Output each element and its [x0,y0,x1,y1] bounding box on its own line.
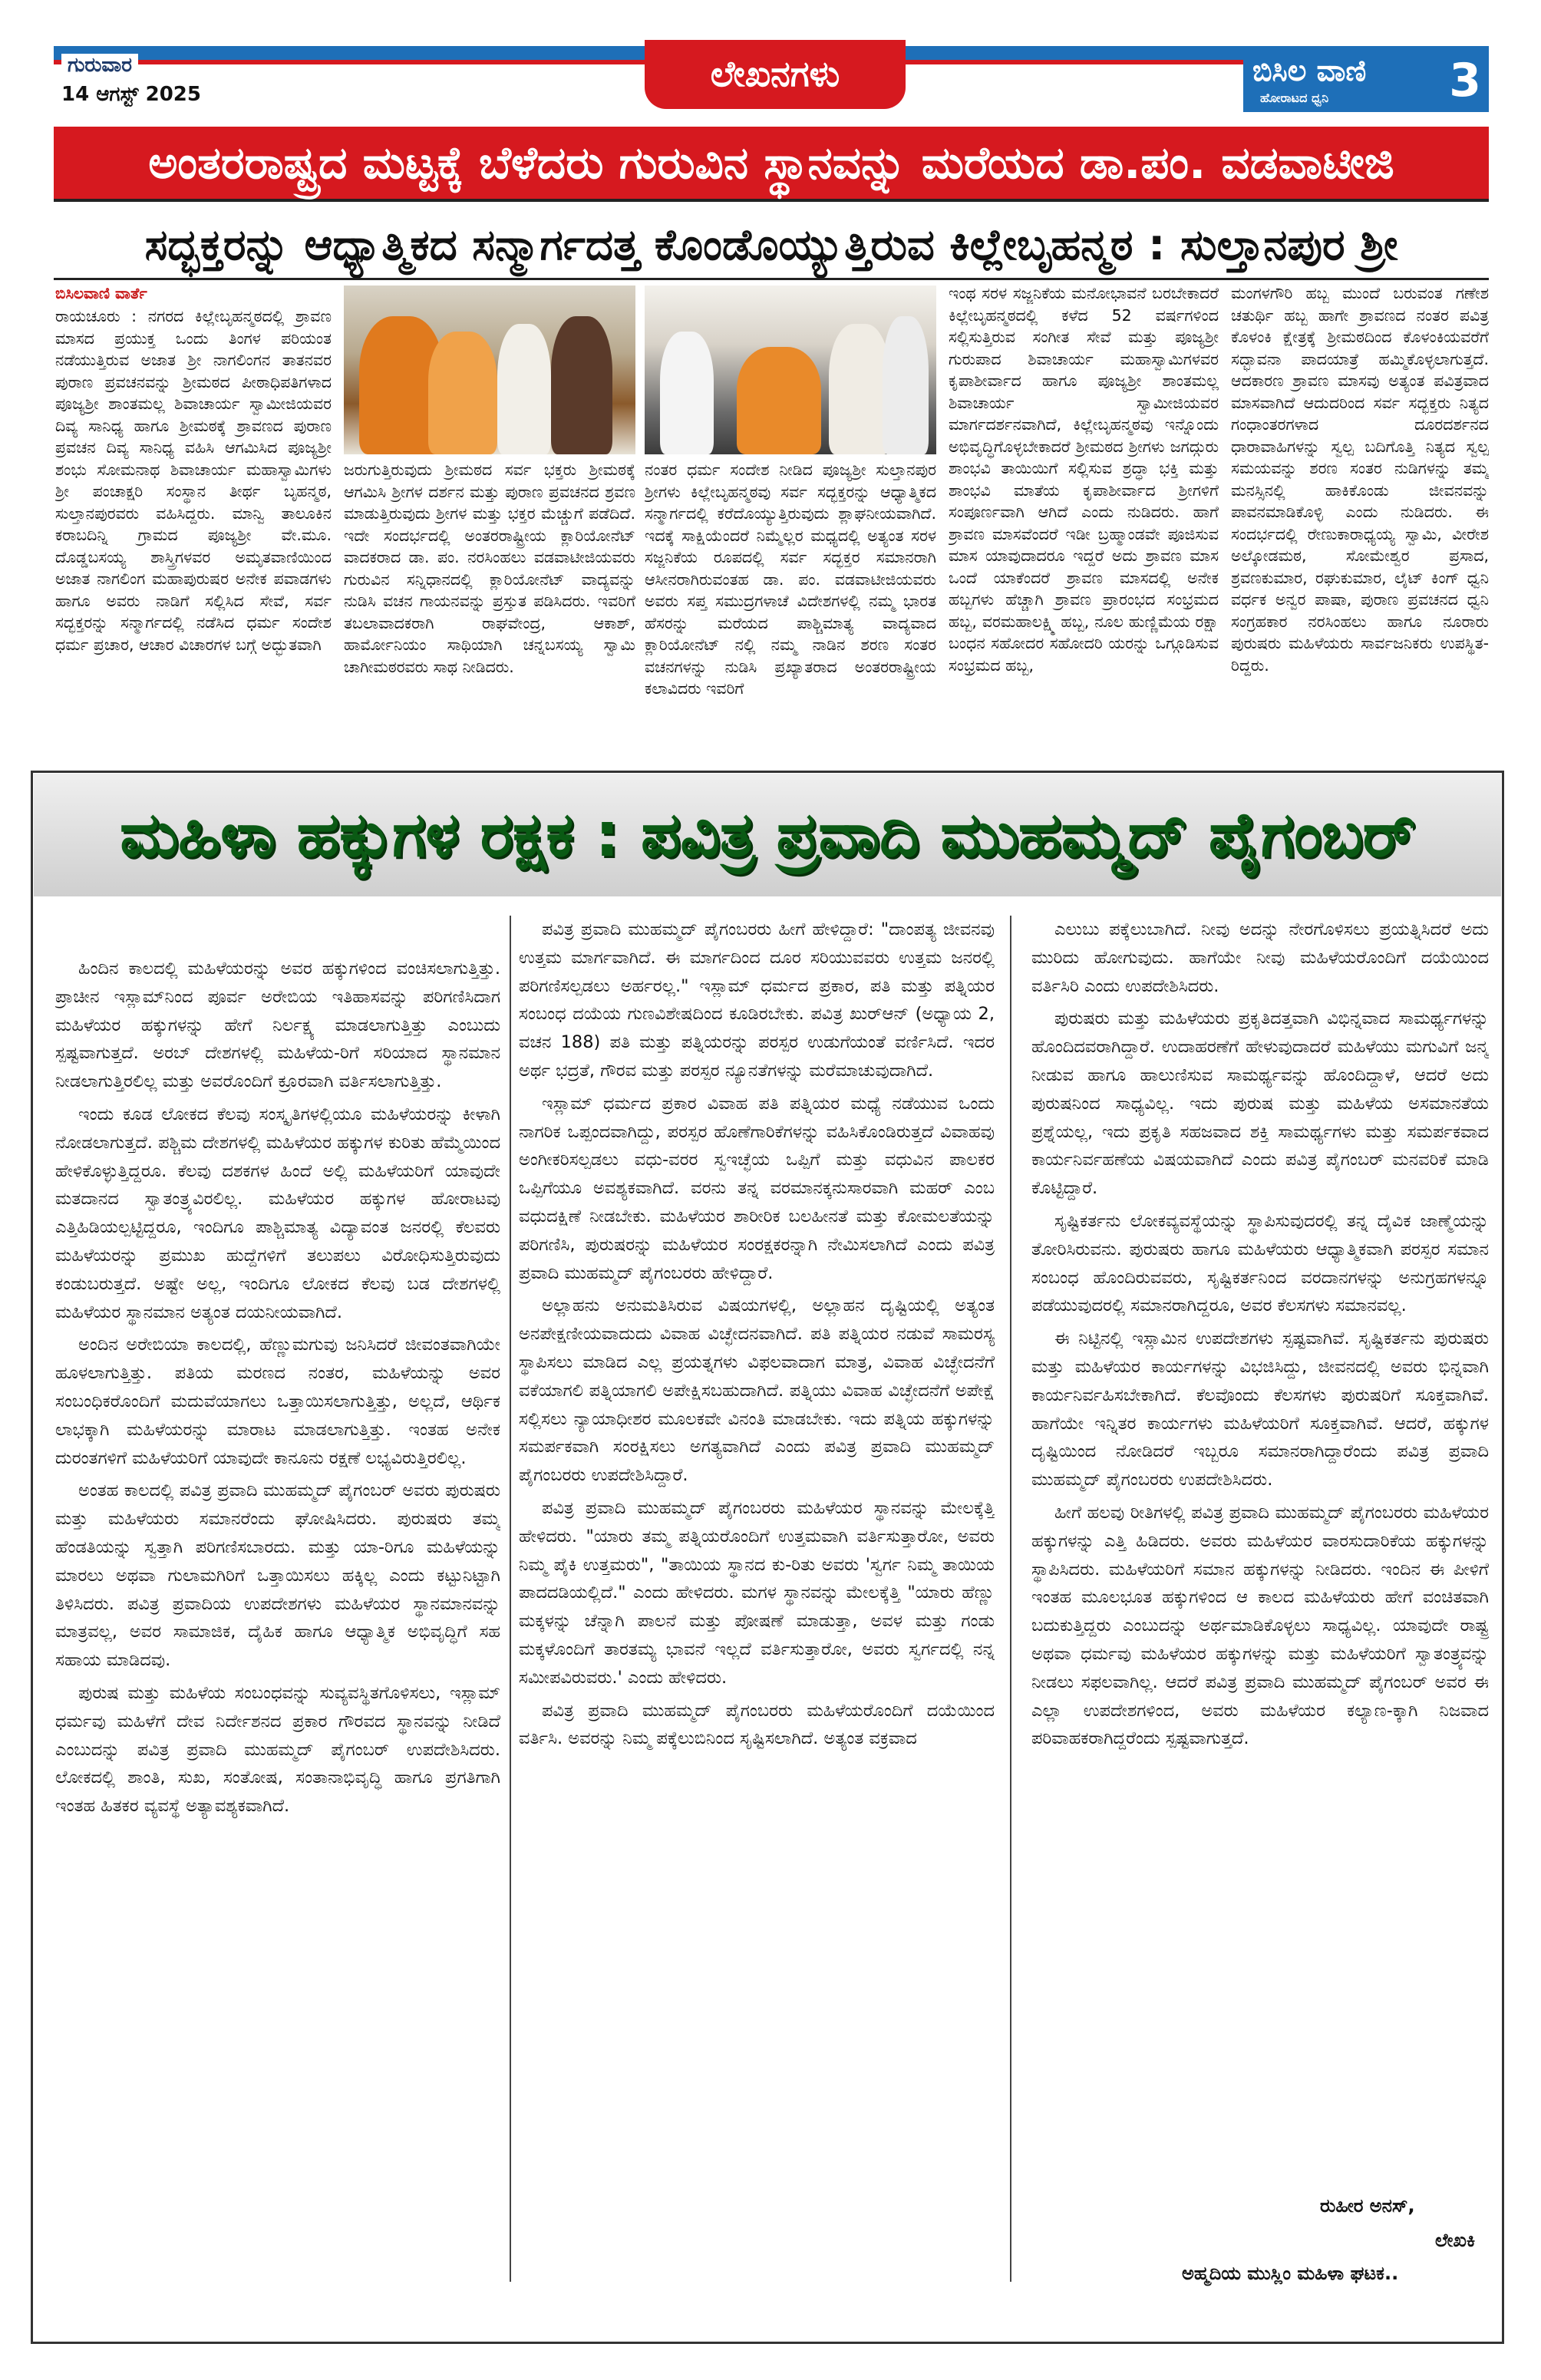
paragraph: ಪವಿತ್ರ ಪ್ರವಾದಿ ಮುಹಮ್ಮದ್ ಪೈಗಂಬರರು ಮಹಿಳೆಯರ ಸ್ಥಾನವನ್ನು ಮೇಲಕ್ಕೆತ್ತಿ ಹೇಳಿದರು. "ಯಾರು ತಮ್ಮ ಪತ್ನಿಯರೊಂದಿಗೆ ಉತ್ತಮವಾಗಿ ವರ್ತಿಸುತ್ತಾರೋ, ಅವರು ನಿಮ್ಮ ಪೈಕಿ ಉತ್ತಮರು", "ತಾಯಿಯ ಸ್ಥಾನದ ಕು-ರಿತು ಅವರು 'ಸ್ವರ್ಗ ನಿಮ್ಮ ತಾಯಿಯ ಪಾದದಡಿಯಲ್ಲಿದೆ." ಎಂದು ಹೇಳಿದರು. ಮಗಳ ಸ್ಥಾನವನ್ನು ಮೇಲಕ್ಕೆತ್ತಿ "ಯಾರು ಹೆಣ್ಣು ಮಕ್ಕಳನ್ನು ಚೆನ್ನಾಗಿ ಪಾಲನೆ ಮತ್ತು ಪೋಷಣೆ ಮಾಡುತ್ತಾ, ಅವಳ ಮತ್ತು ಗಂಡು ಮಕ್ಕಳೊಂದಿಗೆ ತಾರತಮ್ಯ ಭಾವನೆ ಇಲ್ಲದೆ ವರ್ತಿಸುತ್ತಾರೋ, ಅವರು ಸ್ವರ್ಗದಲ್ಲಿ ನನ್ನ ಸಮೀಪವಿರುವರು.' ಎಂದು ಹೇಳಿದರು. [519,1497,995,1688]
author-organisation: ಅಹ್ಮದಿಯ ಮುಸ್ಲಿಂ ಮಹಿಳಾ ಘಟಕ.. [1182,2263,1399,2284]
column-rule [1010,916,1011,2282]
paragraph: ಇಂದು ಕೂಡ ಲೋಕದ ಕೆಲವು ಸಂಸ್ಕೃತಿಗಳಲ್ಲಿಯೂ ಮಹಿಳೆಯರನ್ನು ಕೀಳಾಗಿ ನೋಡಲಾಗುತ್ತದೆ. ಪಶ್ಚಿಮ ದೇಶಗಳಲ್ಲಿ ಮಹಿಳೆಯರ ಹಕ್ಕುಗಳ ಕುರಿತು ಹೆಮ್ಮೆಯಿಂದ ಹೇಳಿಕೊಳ್ಳುತ್ತಿದ್ದರೂ. ಕೆಲವು ದಶಕಗಳ ಹಿಂದೆ ಅಲ್ಲಿ ಮಹಿಳೆಯರಿಗೆ ಯಾವುದೇ ಮತದಾನದ ಸ್ವಾತಂತ್ರ್ಯವಿರಲಿಲ್ಲ. ಮಹಿಳೆಯರ ಹಕ್ಕುಗಳ ಹೋರಾಟವು ಎತ್ತಿಹಿಡಿಯಲ್ಪಟ್ಟಿದ್ದರೂ, ಇಂದಿಗೂ ಪಾಶ್ಚಿಮಾತ್ಯ ವಿದ್ಯಾವಂತ ಜನರಲ್ಲಿ ಕೆಲವರು ಮಹಿಳೆಯರನ್ನು ಪ್ರಮುಖ ಹುದ್ದೆಗಳಿಗೆ ತಲುಪಲು ವಿರೋಧಿಸುತ್ತಿರುವುದು ಕಂಡುಬರುತ್ತದೆ. ಅಷ್ಟೇ ಅಲ್ಲ, ಇಂದಿಗೂ ಲೋಕದ ಕೆಲವು ಬಡ ದೇಶಗಳಲ್ಲಿ ಮಹಿಳೆಯರ ಸ್ಥಾನಮಾನ ಅತ್ಯಂತ ದಯನೀಯವಾಗಿದೆ. [55,1104,500,1322]
article-column [519,916,995,2282]
paragraph: ಹೀಗೆ ಹಲವು ರೀತಿಗಳಲ್ಲಿ ಪವಿತ್ರ ಪ್ರವಾದಿ ಮುಹಮ್ಮದ್ ಪೈಗಂಬರರು ಮಹಿಳೆಯರ ಹಕ್ಕುಗಳನ್ನು ಎತ್ತಿ ಹಿಡಿದರು. ಅವರು ಮಹಿಳೆಯರ ವಾರಸುದಾರಿಕೆಯ ಹಕ್ಕುಗಳನ್ನು ಸ್ಥಾಪಿಸಿದರು. ಮಹಿಳೆಯರಿಗೆ ಸಮಾನ ಹಕ್ಕುಗಳನ್ನು ನೀಡಿದರು. ಇಂದಿನ ಈ ಪೀಳಿಗೆ ಇಂತಹ ಮೂಲಭೂತ ಹಕ್ಕುಗಳಿಂದ ಆ ಕಾಲದ ಮಹಿಳೆಯರು ಹೇಗೆ ವಂಚಿತವಾಗಿ ಬದುಕುತ್ತಿದ್ದರು ಎಂಬುದನ್ನು ಅರ್ಥಮಾಡಿಕೊಳ್ಳಲು ಸಾಧ್ಯವಿಲ್ಲ. ಯಾವುದೇ ರಾಷ್ಟ್ರ ಅಥವಾ ಧರ್ಮವು ಮಹಿಳೆಯರ ಹಕ್ಕುಗಳನ್ನು ಮತ್ತು ಮಹಿಳೆಯರಿಗೆ ಸ್ವಾತಂತ್ರ್ಯವನ್ನು ನೀಡಲು ಸಫಲವಾಗಿಲ್ಲ. ಆದರೆ ಪವಿತ್ರ ಪ್ರವಾದಿ ಮುಹಮ್ಮದ್ ಪೈಗಂಬರ್ ಅವರ ಈ ಎಲ್ಲಾ ಉಪದೇಶಗಳಿಂದ, ಅವರು ಮಹಿಳೆಯರ ಕಲ್ಯಾಣ-ಕ್ಕಾಗಿ ನಿಜವಾದ ಪರಿವಾಹಕರಾಗಿದ್ದರೆಂದು ಸ್ಪಷ್ಟವಾಗುತ್ತದೆ. [1031,1502,1489,1749]
article-column: ಇಂಥ ಸರಳ ಸಜ್ಜನಿಕೆಯ ಮನೋಭಾವನೆ ಬರಬೇಕಾದರೆ ಕಿಲ್ಲೇಬೃಹನ್ಮಠದಲ್ಲಿ ಕಳೆದ 52 ವರ್ಷಗಳಿಂದ ಸಲ್ಲಿಸುತ್ತಿರುವ ಸಂಗೀತ ಸೇವೆ ಮತ್ತು ಪೂಜ್ಯಶ್ರೀ ಗುರುಪಾದ ಶಿವಾಚಾರ್ಯ ಮಹಾಸ್ವಾಮಿಗಳವರ ಕೃಪಾಶೀರ್ವಾದ ಹಾಗೂ ಪೂಜ್ಯಶ್ರೀ ಶಾಂತಮಲ್ಲ ಶಿವಾಚಾರ್ಯ ಸ್ವಾಮೀಜಿಯವರ ಮಾರ್ಗದರ್ಶನವಾಗಿದೆ, ಕಿಲ್ಲೇಬೃಹನ್ಮಠವು ಇನ್ನೊಂದು ಅಭಿವೃದ್ಧಿಗೊಳ್ಳಬೇಕಾದರೆ ಶ್ರೀಮಠದ ಶ್ರೀಗಳು ಜಗದ್ಗುರು ಶಾಂಭವಿ ತಾಯಿಯಿಗೆ ಸಲ್ಲಿಸುವ ಶ್ರದ್ಧಾ ಭಕ್ತಿ ಮತ್ತು ಶಾಂಭವಿ ಮಾತೆಯ ಕೃಪಾಶೀರ್ವಾದ ಶ್ರೀಗಳಿಗೆ ಸಂಪೂರ್ಣವಾಗಿ ಆಗಿದೆ ಎಂದು ನುಡಿದರು. ಹಾಗೆ ಶ್ರಾವಣ ಮಾಸವೆಂದರೆ ಇಡೀ ಬ್ರಹ್ಮಾಂಡವೇ ಪೂಜಿಸುವ ಮಾಸ ಯಾವುದಾದರೂ ಇದ್ದರೆ ಅದು ಶ್ರಾವಣ ಮಾಸ ಒಂದೆ ಯಾಕೆಂದರೆ ಶ್ರಾವಣ ಮಾಸದಲ್ಲಿ ಅನೇಕ ಹಬ್ಬಗಳು ಹೆಚ್ಚಾಗಿ ಶ್ರಾವಣ ಪ್ರಾರಂಭದ ಸಂಭ್ರಮದ ಹಬ್ಬ, ವರಮಹಾಲಕ್ಷ್ಮಿ ಹಬ್ಬ, ನೂಲ ಹುಣ್ಣಿಮೆಯ ರಕ್ಷಾ ಬಂಧನ ಸಹೋದರ ಸಹೋದರಿ ಯರನ್ನು ಒಗ್ಗೂಡಿಸುವ ಸಂಭ್ರಮದ ಹಬ್ಬ, [949,284,1219,675]
brand-name: ಬಿಸಿಲ ವಾಣಿ [1252,54,1367,87]
article-column [1031,916,1489,2174]
paragraph: ಅಲ್ಲಾಹನು ಅನುಮತಿಸಿರುವ ವಿಷಯಗಳಲ್ಲಿ, ಅಲ್ಲಾಹನ ದೃಷ್ಟಿಯಲ್ಲಿ ಅತ್ಯಂತ ಅನಪೇಕ್ಷಣೀಯವಾದುದು ವಿವಾಹ ವಿಚ್ಛೇದನವಾಗಿದೆ. ಪತಿ ಪತ್ನಿಯರ ನಡುವೆ ಸಾಮರಸ್ಯ ಸ್ಥಾಪಿಸಲು ಮಾಡಿದ ಎಲ್ಲ ಪ್ರಯತ್ನಗಳು ವಿಫಲವಾದಾಗ ಮಾತ್ರ, ವಿವಾಹ ವಿಚ್ಛೇದನೆಗೆ ವಕೆಯಾಗಲಿ ಪತ್ನಿಯಾಗಲಿ ಅಪೇಕ್ಷಿಸಬಹುದಾಗಿದೆ. ಪತ್ನಿಯು ವಿವಾಹ ವಿಚ್ಛೇದನೆಗೆ ಅಪೇಕ್ಷೆ ಸಲ್ಲಿಸಲು ನ್ಯಾಯಾಧೀಶರ ಮೂಲಕವೇ ವಿನಂತಿ ಮಾಡಬೇಕು. ಇದು ಪತ್ನಿಯ ಹಕ್ಕುಗಳನ್ನು ಸಮರ್ಪಕವಾಗಿ ಸಂರಕ್ಷಿಸಲು ಅಗತ್ಯವಾಗಿದೆ ಎಂದು ಪವಿತ್ರ ಪ್ರವಾದಿ ಮುಹಮ್ಮದ್ ಪೈಗಂಬರರು ಉಪದೇಶಿಸಿದ್ದಾರೆ. [519,1296,995,1486]
article-column [55,955,500,2275]
paragraph: ಪುರುಷ ಮತ್ತು ಮಹಿಳೆಯ ಸಂಬಂಧವನ್ನು ಸುವ್ಯವಸ್ಥಿತಗೊಳಿಸಲು, ಇಸ್ಲಾಮ್ ಧರ್ಮವು ಮಹಿಳೆಗೆ ದೇವ ನಿರ್ದೇಶನದ ಪ್ರಕಾರ ಗೌರವದ ಸ್ಥಾನವನ್ನು ನೀಡಿದೆ ಎಂಬುದನ್ನು ಪವಿತ್ರ ಪ್ರವಾದಿ ಮುಹಮ್ಮದ್ ಪೈಗಂಬರ್ ಉಪದೇಶಿಸಿದರು. ಲೋಕದಲ್ಲಿ ಶಾಂತಿ, ಸುಖ, ಸಂತೋಷ, ಸಂತಾನಾಭಿವೃದ್ಧಿ ಹಾಗೂ ಪ್ರಗತಿಗಾಗಿ ಇಂತಹ ಹಿತಕರ ವ್ಯವಸ್ಥೆ ಅತ್ಯಾವಶ್ಯಕವಾಗಿದೆ. [55,1682,500,1817]
issue-date: 14 ಆಗಸ್ಟ್ 2025 [61,83,201,106]
paragraph: ಪವಿತ್ರ ಪ್ರವಾದಿ ಮುಹಮ್ಮದ್ ಪೈಗಂಬರರು ಮಹಿಳೆಯರೊಂದಿಗೆ ದಯೆಯಿಂದ ವರ್ತಿಸಿ. ಅವರನ್ನು ನಿಮ್ಮ ಪಕ್ಕೆಲುಬಿನಿಂದ ಸೃಷ್ಟಿಸಲಾಗಿದೆ. ಅತ್ಯಂತ ವಕ್ರವಾದ [519,1700,995,1749]
byline: ಬಿಸಿಲವಾಣಿ ವಾರ್ತೆ [55,284,147,302]
paragraph: ಅಂತಹ ಕಾಲದಲ್ಲಿ ಪವಿತ್ರ ಪ್ರವಾದಿ ಮುಹಮ್ಮದ್ ಪೈಗಂಬರ್ ಅವರು ಪುರುಷರು ಮತ್ತು ಮಹಿಳೆಯರು ಸಮಾನರೆಂದು ಘೋಷಿಸಿದರು. ಪುರುಷರು ತಮ್ಮ ಹೆಂಡತಿಯನ್ನು ಸ್ವತ್ತಾಗಿ ಪರಿಗಣಿಸಬಾರದು. ಮತ್ತು ಯಾ-ರಿಗೂ ಮಹಿಳೆಯನ್ನು ಮಾರಲು ಅಥವಾ ಗುಲಾಮಗಿರಿಗೆ ಒತ್ತಾಯಿಸಲು ಹಕ್ಕಿಲ್ಲ ಎಂದು ಕಟ್ಟುನಿಟ್ಟಾಗಿ ತಿಳಿಸಿದರು. ಪವಿತ್ರ ಪ್ರವಾದಿಯ ಉಪದೇಶಗಳು ಮಹಿಳೆಯರ ಸ್ಥಾನಮಾನವನ್ನು ಮಾತ್ರವಲ್ಲ, ಅವರ ಸಾಮಾಜಿಕ, ದೈಹಿಕ ಹಾಗೂ ಆಧ್ಯಾತ್ಮಿಕ ಅಭಿವೃದ್ಧಿಗೆ ಸಹ ಸಹಾಯ ಮಾಡಿದವು. [55,1480,500,1671]
paragraph: ಈ ನಿಟ್ಟಿನಲ್ಲಿ ಇಸ್ಲಾಮಿನ ಉಪದೇಶಗಳು ಸ್ಪಷ್ಟವಾಗಿವೆ. ಸೃಷ್ಟಿಕರ್ತನು ಪುರುಷರು ಮತ್ತು ಮಹಿಳೆಯರ ಕಾರ್ಯಗಳನ್ನು ವಿಭಜಿಸಿದ್ದು, ಜೀವನದಲ್ಲಿ ಅವರು ಭಿನ್ನವಾಗಿ ಕಾರ್ಯನಿರ್ವಹಿಸಬೇಕಾಗಿದೆ. ಕೆಲವೊಂದು ಕೆಲಸಗಳು ಪುರುಷರಿಗೆ ಸೂಕ್ತವಾಗಿವೆ. ಹಾಗೆಯೇ ಇನ್ನಿತರ ಕಾರ್ಯಗಳು ಮಹಿಳೆಯರಿಗೆ ಸೂಕ್ತವಾಗಿವೆ. ಆದರೆ, ಹಕ್ಕುಗಳ ದೃಷ್ಟಿಯಿಂದ ನೋಡಿದರೆ ಇಬ್ಬರೂ ಸಮಾನರಾಗಿದ್ದಾರೆಂದು ಪವಿತ್ರ ಪ್ರವಾದಿ ಮುಹಮ್ಮದ್ ಪೈಗಂಬರರು ಉಪದೇಶಿಸಿದರು. [1031,1329,1489,1490]
paragraph: ಹಿಂದಿನ ಕಾಲದಲ್ಲಿ ಮಹಿಳೆಯರನ್ನು ಅವರ ಹಕ್ಕುಗಳಿಂದ ವಂಚಿಸಲಾಗುತ್ತಿತ್ತು. ಪ್ರಾಚೀನ ಇಸ್ಲಾಮ್‌ನಿಂದ ಪೂರ್ವ ಅರೇಬಿಯ ಇತಿಹಾಸವನ್ನು ಪರಿಗಣಿಸಿದಾಗ ಮಹಿಳೆಯರ ಹಕ್ಕುಗಳನ್ನು ಹೇಗೆ ನಿರ್ಲಕ್ಷ್ಯ ಮಾಡಲಾಗುತ್ತಿತ್ತು ಎಂಬುದು ಸ್ಪಷ್ಟವಾಗುತ್ತದೆ. ಅರಬ್ ದೇಶಗಳಲ್ಲಿ ಮಹಿಳೆಯ-ರಿಗೆ ಸರಿಯಾದ ಸ್ಥಾನಮಾನ ನೀಡಲಾಗುತ್ತಿರಲಿಲ್ಲ ಮತ್ತು ಅವರೊಂದಿಗೆ ಕ್ರೂರವಾಗಿ ವರ್ತಿಸಲಾಗುತ್ತಿತ್ತು. [55,959,500,1092]
headline-musician: ಅಂತರರಾಷ್ಟ್ರದ ಮಟ್ಟಕ್ಕೆ ಬೆಳೆದರು ಗುರುವಿನ ಸ್ಥಾನವನ್ನು ಮರೆಯದ ಡಾ.ಪಂ. ವಡವಾಟೀಜಿ [54,127,1489,202]
paragraph: ಸೃಷ್ಟಿಕರ್ತನು ಲೋಕವ್ಯವಸ್ಥೆಯನ್ನು ಸ್ಥಾಪಿಸುವುದರಲ್ಲಿ ತನ್ನ ದೈವಿಕ ಜಾಣ್ಮೆಯನ್ನು ತೋರಿಸಿರುವನು. ಪುರುಷರು ಹಾಗೂ ಮಹಿಳೆಯರು ಆಧ್ಯಾತ್ಮಿಕವಾಗಿ ಪರಸ್ಪರ ಸಮಾನ ಸಂಬಂಧ ಹೊಂದಿರುವವರು, ಸೃಷ್ಟಿಕರ್ತನಿಂದ ವರದಾನಗಳನ್ನು ಅನುಗ್ರಹಗಳನ್ನೂ ಪಡೆಯುವುದರಲ್ಲಿ ಸಮಾನರಾಗಿದ್ದರೂ, ಅವರ ಕೆಲಸಗಳು ಸಮಾನವಲ್ಲ. [1031,1210,1489,1316]
brand-tagline: ಹೋರಾಟದ ಧ್ವನಿ [1260,91,1329,105]
article-column: ರಾಯಚೂರು : ನಗರದ ಕಿಲ್ಲೇಬೃಹನ್ಮಠದಲ್ಲಿ ಶ್ರಾವಣ ಮಾಸದ ಪ್ರಯುಕ್ತ ಒಂದು ತಿಂಗಳ ಪರಿಯಂತ ನಡೆಯುತ್ತಿರುವ ಅಜಾತ ಶ್ರೀ ನಾಗಲಿಂಗನ ತಾತನವರ ಪುರಾಣ ಪ್ರವಚನವನ್ನು ಶ್ರೀಮಠದ ಪೀಠಾಧಿಪತಿಗಳಾದ ಪೂಜ್ಯಶ್ರೀ ಶಾಂತಮಲ್ಲ ಶಿವಾಚಾರ್ಯ ಸ್ವಾಮೀಜಿಯವರ ದಿವ್ಯ ಸಾನಿಧ್ಯ ಹಾಗೂ ಶ್ರೀಮಠಕ್ಕೆ ಶ್ರಾವಣದ ಪುರಾಣ ಪ್ರವಚನ ದಿವ್ಯ ಸಾನಿಧ್ಯ ವಹಿಸಿ ಆಗಮಿಸಿದ ಪೂಜ್ಯಶ್ರೀ ಶಂಭು ಸೋಮನಾಥ ಶಿವಾಚಾರ್ಯ ಮಹಾಸ್ವಾಮಿಗಳು ಶ್ರೀ ಪಂಚಾಕ್ಷರಿ ಸಂಸ್ಥಾನ ತೀರ್ಥ ಬೃಹನ್ಮಠ, ಸುಲ್ತಾನಪುರವರು ವಹಿಸಿದ್ದರು. ಮಾನ್ವಿ ತಾಲೂಕಿನ ಕರಾಬದಿನ್ನಿ ಗ್ರಾಮದ ಪೂಜ್ಯಶ್ರೀ ವೇ.ಮೂ. ದೊಡ್ಡಬಸಯ್ಯ ಶಾಸ್ತ್ರಿಗಳವರ ಅಮೃತವಾಣಿಯಿಂದ ಅಜಾತ ನಾಗಲಿಂಗ ಮಹಾಪುರುಷರ ಅನೇಕ ಪವಾಡಗಳು ಹಾಗೂ ಅವರು ನಾಡಿಗೆ ಸಲ್ಲಿಸಿದ ಸೇವೆ, ಸರ್ವ ಸದ್ಭಕ್ತರನ್ನು ಸನ್ಮಾರ್ಗದಲ್ಲಿ ನಡೆಸಿದ ಧರ್ಮ ಸಂದೇಶ ಧರ್ಮ ಪ್ರಚಾರ, ಆಚಾರ ವಿಚಾರಗಳ ಬಗ್ಗೆ ಅದ್ಭುತವಾಗಿ [55,307,332,654]
issue-day: ಗುರುವಾರ [61,54,138,78]
photo-felicitation [344,286,635,454]
section-title: ಲೇಖನಗಳು [645,40,906,109]
article-column: ಜರುಗುತ್ತಿರುವುದು ಶ್ರೀಮಠದ ಸರ್ವ ಭಕ್ತರು ಶ್ರೀಮಠಕ್ಕೆ ಆಗಮಿಸಿ ಶ್ರೀಗಳ ದರ್ಶನ ಮತ್ತು ಪುರಾಣ ಪ್ರವಚನದ ಶ್ರವಣ ಮಾಡುತ್ತಿರುವುದು ಶ್ರೀಗಳ ಮತ್ತು ಭಕ್ತರ ಮೆಚ್ಚುಗೆ ಪಡೆದಿದೆ. ಇದೇ ಸಂದರ್ಭದಲ್ಲಿ ಅಂತರರಾಷ್ಟ್ರೀಯ ಕ್ಲಾರಿಯೋನೆಟ್ ವಾದಕರಾದ ಡಾ. ಪಂ. ನರಸಿಂಹಲು ವಡವಾಟೀಜಿಯವರು ಗುರುವಿನ ಸನ್ನಿಧಾನದಲ್ಲಿ ಕ್ಲಾರಿಯೋನೆಟ್ ವಾದ್ಯವನ್ನು ನುಡಿಸಿ ವಚನ ಗಾಯನವನ್ನು ಪ್ರಸ್ತುತ ಪಡಿಸಿದರು. ಇವರಿಗೆ ತಬಲಾವಾದಕರಾಗಿ ರಾಘವೇಂದ್ರ, ಆಕಾಶ್, ಹಾರ್ಮೋನಿಯಂ ಸಾಥಿಯಾಗಿ ಚನ್ನಬಸಯ್ಯ ಸ್ವಾಮಿ ಚಾಗೀಮಠರವರು ಸಾಥ ನೀಡಿದರು. [344,460,635,676]
paragraph: ಎಲುಬು ಪಕ್ಕೆಲುಬಾಗಿದೆ. ನೀವು ಅದನ್ನು ನೇರಗೊಳಿಸಲು ಪ್ರಯತ್ನಿಸಿದರೆ ಅದು ಮುರಿದು ಹೋಗುವುದು. ಹಾಗೆಯೇ ನೀವು ಮಹಿಳೆಯರೊಂದಿಗೆ ದಯೆಯಿಂದ ವರ್ತಿಸಿರಿ ಎಂದು ಉಪದೇಶಿಸಿದರು. [1031,919,1489,996]
column-rule [510,916,511,2282]
headline-matha: ಸದ್ಭಕ್ತರನ್ನು ಆಧ್ಯಾತ್ಮಿಕದ ಸನ್ಮಾರ್ಗದತ್ತ ಕೊಂಡೊಯ್ಯುತ್ತಿರುವ ಕಿಲ್ಲೇಬೃಹನ್ಮಠ : ಸುಲ್ತಾನಪುರ ಶ್ರೀ [144,220,1398,270]
page-number: 3 [1449,54,1481,107]
paragraph: ಅಂದಿನ ಅರೇಬಿಯಾ ಕಾಲದಲ್ಲಿ, ಹೆಣ್ಣುಮಗುವು ಜನಿಸಿದರೆ ಜೀವಂತವಾಗಿಯೇ ಹೂಳಲಾಗುತ್ತಿತ್ತು. ಪತಿಯ ಮರಣದ ನಂತರ, ಮಹಿಳೆಯನ್ನು ಅವರ ಸಂಬಂಧಿಕರೊಂದಿಗೆ ಮದುವೆಯಾಗಲು ಒತ್ತಾಯಿಸಲಾಗುತ್ತಿತ್ತು, ಅಲ್ಲದೆ, ಆರ್ಥಿಕ ಲಾಭಕ್ಕಾಗಿ ಮಹಿಳೆಯರನ್ನು ಮಾರಾಟ ಮಾಡಲಾಗುತ್ತಿತ್ತು. ಇಂತಹ ಅನೇಕ ದುರಂತಗಳಿಗೆ ಮಹಿಳೆಯರಿಗೆ ಯಾವುದೇ ಕಾನೂನು ರಕ್ಷಣೆ ಲಭ್ಯವಿರುತ್ತಿರಲಿಲ್ಲ. [55,1335,500,1468]
paragraph: ಇಸ್ಲಾಮ್ ಧರ್ಮದ ಪ್ರಕಾರ ವಿವಾಹ ಪತಿ ಪತ್ನಿಯರ ಮಧ್ಯೆ ನಡೆಯುವ ಒಂದು ನಾಗರಿಕ ಒಪ್ಪಂದವಾಗಿದ್ದು, ಪರಸ್ಪರ ಹೊಣೆಗಾರಿಕೆಗಳನ್ನು ವಹಿಸಿಕೊಂಡಿರುತ್ತದೆ ವಿವಾಹವು ಅಂಗೀಕರಿಸಲ್ಪಡಲು ವಧು-ವರರ ಸ್ವಇಚ್ಛೆಯ ಒಪ್ಪಿಗೆ ಮತ್ತು ವಧುವಿನ ಪಾಲಕರ ಒಪ್ಪಿಗೆಯೂ ಅವಶ್ಯಕವಾಗಿದೆ. ವರನು ತನ್ನ ವರಮಾನಕ್ಕನುಸಾರವಾಗಿ ಮಹರ್ ಎಂಬ ವಧುದಕ್ಷಿಣೆ ನೀಡಬೇಕು. ಮಹಿಳೆಯರ ಶಾರೀರಿಕ ಬಲಹೀನತೆ ಮತ್ತು ಕೋಮಲತೆಯನ್ನು ಪರಿಗಣಿಸಿ, ಪುರುಷರನ್ನು ಮಹಿಳೆಯರ ಸಂರಕ್ಷಕರನ್ನಾಗಿ ನೇಮಿಸಲಾಗಿದೆ ಎಂದು ಪವಿತ್ರ ಪ್ರವಾದಿ ಮುಹಮ್ಮದ್ ಪೈಗಂಬರರು ಹೇಳಿದ್ದಾರೆ. [519,1093,995,1283]
newspaper-brand [1243,51,1489,112]
paragraph: ಪುರುಷರು ಮತ್ತು ಮಹಿಳೆಯರು ಪ್ರಕೃತಿದತ್ತವಾಗಿ ವಿಭಿನ್ನವಾದ ಸಾಮರ್ಥ್ಯಗಳನ್ನು ಹೊಂದಿದವರಾಗಿದ್ದಾರೆ. ಉದಾಹರಣೆಗೆ ಹೇಳುವುದಾದರೆ ಮಹಿಳೆಯು ಮಗುವಿಗೆ ಜನ್ಮ ನೀಡುವ ಹಾಗೂ ಹಾಲುಣಿಸುವ ಸಾಮರ್ಥ್ಯವನ್ನು ಹೊಂದಿದ್ದಾಳೆ, ಆದರೆ ಅದು ಪುರುಷನಿಂದ ಸಾಧ್ಯವಿಲ್ಲ. ಇದು ಪುರುಷ ಮತ್ತು ಮಹಿಳೆಯ ಅಸಮಾನತೆಯ ಪ್ರಶ್ನೆಯಲ್ಲ, ಇದು ಪ್ರಕೃತಿ ಸಹಜವಾದ ಶಕ್ತಿ ಸಾಮರ್ಥ್ಯಗಳು ಮತ್ತು ಸಮರ್ಪಕವಾದ ಕಾರ್ಯನಿರ್ವಹಣೆಯ ವಿಷಯವಾಗಿದೆ ಎಂದು ಪವಿತ್ರ ಪೈಗಂಬರ್ ಮನವರಿಕೆ ಮಾಡಿ ಕೊಟ್ಟಿದ್ದಾರೆ. [1031,1008,1489,1199]
paragraph: ಪವಿತ್ರ ಪ್ರವಾದಿ ಮುಹಮ್ಮದ್ ಪೈಗಂಬರರು ಹೀಗೆ ಹೇಳಿದ್ದಾರೆ: "ದಾಂಪತ್ಯ ಜೀವನವು ಉತ್ತಮ ಮಾರ್ಗವಾಗಿದೆ. ಈ ಮಾರ್ಗದಿಂದ ದೂರ ಸರಿಯುವವರು ಉತ್ತಮ ಜನರಲ್ಲಿ ಪರಿಗಣಿಸಲ್ಪಡಲು ಅರ್ಹರಲ್ಲ." ಇಸ್ಲಾಮ್ ಧರ್ಮದ ಪ್ರಕಾರ, ಪತಿ ಮತ್ತು ಪತ್ನಿಯರ ಸಂಬಂಧ ದಯೆಯ ಗುಣವಿಶೇಷದಿಂದ ಕೂಡಿರಬೇಕು. ಪವಿತ್ರ ಖುರ್‌ಆನ್ (ಅಧ್ಯಾಯ 2, ವಚನ 188) ಪತಿ ಮತ್ತು ಪತ್ನಿಯರನ್ನು ಪರಸ್ಪರ ಉಡುಗೆಯಂತೆ ವರ್ಣಿಸಿದೆ. ಇದರ ಅರ್ಥ ಭದ್ರತೆ, ಗೌರವ ಮತ್ತು ಪರಸ್ಪರ ನ್ಯೂನತೆಗಳನ್ನು ಮರೆಮಾಚುವುದಾಗಿದೆ. [519,919,995,1081]
article-column: ನಂತರ ಧರ್ಮ ಸಂದೇಶ ನೀಡಿದ ಪೂಜ್ಯಶ್ರೀ ಸುಲ್ತಾನಪುರ ಶ್ರೀಗಳು ಕಿಲ್ಲೇಬೃಹನ್ಮಠವು ಸರ್ವ ಸದ್ಭಕ್ತರನ್ನು ಆಧ್ಯಾತ್ಮಿಕದ ಸನ್ಮಾರ್ಗದಲ್ಲಿ ಕರೆದೊಯ್ಯುತ್ತಿರುವುದು ಶ್ಲಾಘನೀಯವಾಗಿದೆ. ಇದಕ್ಕೆ ಸಾಕ್ಷಿಯೆಂದರೆ ನಿಮ್ಮೆಲ್ಲರ ಮಧ್ಯದಲ್ಲಿ ಅತ್ಯಂತ ಸರಳ ಸಜ್ಜನಿಕೆಯ ರೂಪದಲ್ಲಿ ಸರ್ವ ಸದ್ಭಕ್ತರ ಸಮಾನರಾಗಿ ಆಸೀನರಾಗಿರುವಂತಹ ಡಾ. ಪಂ. ವಡವಾಟೀಜಿಯವರು ಅವರು ಸಪ್ತ ಸಮುದ್ರಗಳಾಚೆ ವಿದೇಶಗಳಲ್ಲಿ ನಮ್ಮ ಭಾರತ ಹೆಸರನ್ನು ಮರೆಯದ ಪಾಶ್ಚಿಮಾತ್ಯ ವಾದ್ಯವಾದ ಕ್ಲಾರಿಯೋನೆಟ್ ನಲ್ಲಿ ನಮ್ಮ ನಾಡಿನ ಶರಣ ಸಂತರ ವಚನಗಳನ್ನು ನುಡಿಸಿ ಪ್ರಖ್ಯಾತರಾದ ಅಂತರರಾಷ್ಟ್ರೀಯ ಕಲಾವಿದರು ಇವರಿಗೆ [645,460,936,698]
headline-womens-rights: ಮಹಿಳಾ ಹಕ್ಕುಗಳ ರಕ್ಷಕ : ಪವಿತ್ರ ಪ್ರವಾದಿ ಮುಹಮ್ಮದ್ ಪೈಗಂಬರ್ [34,774,1501,896]
photo-performance [645,286,936,454]
divider [54,278,1489,280]
author-name: ರುಹೀರ ಅನಸ್, [1320,2195,1415,2217]
author-role: ಲೇಖಕಿ [1435,2230,1476,2251]
article-column: ಮಂಗಳಗೌರಿ ಹಬ್ಬ ಮುಂದೆ ಬರುವಂತ ಗಣೇಶ ಚತುರ್ಥಿ ಹಬ್ಬ ಹಾಗೇ ಶ್ರಾವಣದ ನಂತರ ಪವಿತ್ರ ಕೊಳಂಕಿ ಕ್ಷೇತ್ರಕ್ಕೆ ಶ್ರೀಮಠದಿಂದ ಕೊಳಂಕಿಯವರೆಗೆ ಸದ್ಭಾವನಾ ಪಾದಯಾತ್ರೆ ಹಮ್ಮಿಕೊಳ್ಳಲಾಗುತ್ತದೆ. ಆದಕಾರಣ ಶ್ರಾವಣ ಮಾಸವು ಅತ್ಯಂತ ಪವಿತ್ರವಾದ ಮಾಸವಾಗಿದೆ ಆದುದರಿಂದ ಸರ್ವ ಸದ್ಭಕ್ತರು ನಿತ್ಯದ ಗಂಧಾಂತರಗಳಾದ ದೂರದರ್ಶನದ ಧಾರಾವಾಹಿಗಳನ್ನು ಸ್ವಲ್ಪ ಬದಿಗೊತ್ತಿ ನಿತ್ಯದ ಸ್ವಲ್ಪ ಸಮಯವನ್ನು ಶರಣ ಸಂತರ ನುಡಿಗಳನ್ನು ತಮ್ಮ ಮನಸ್ಸಿನಲ್ಲಿ ಹಾಕಿಕೊಂಡು ಜೀವನವನ್ನು ಪಾವನಮಾಡಿಕೊಳ್ಳಿ ಎಂದು ನುಡಿದರು. ಈ ಸಂದರ್ಭದಲ್ಲಿ ರೇಣುಕಾರಾಧ್ಯಯ್ಯ ಸ್ವಾಮಿ, ವೀರೇಶ ಅಲ್ಕೋಡಮಠ, ಸೋಮೇಶ್ವರ ಪ್ರಸಾದ, ಶ್ರವಣಕುಮಾರ, ರಘುಕುಮಾರ, ಲೈಟ್ ಕಿಂಗ್ ಧ್ವನಿ ವರ್ಧಕ ಅನ್ವರ ಪಾಷಾ, ಪುರಾಣ ಪ್ರವಚನದ ಧ್ವನಿ ಸಂಗ್ರಹಕಾರ ನರಸಿಂಹಲು ಹಾಗೂ ನೂರಾರು ಪುರುಷರು ಮಹಿಳೆಯರು ಸಾರ್ವಜನಿಕರು ಉಪಸ್ಥಿತ-ರಿದ್ದರು. [1231,284,1489,675]
